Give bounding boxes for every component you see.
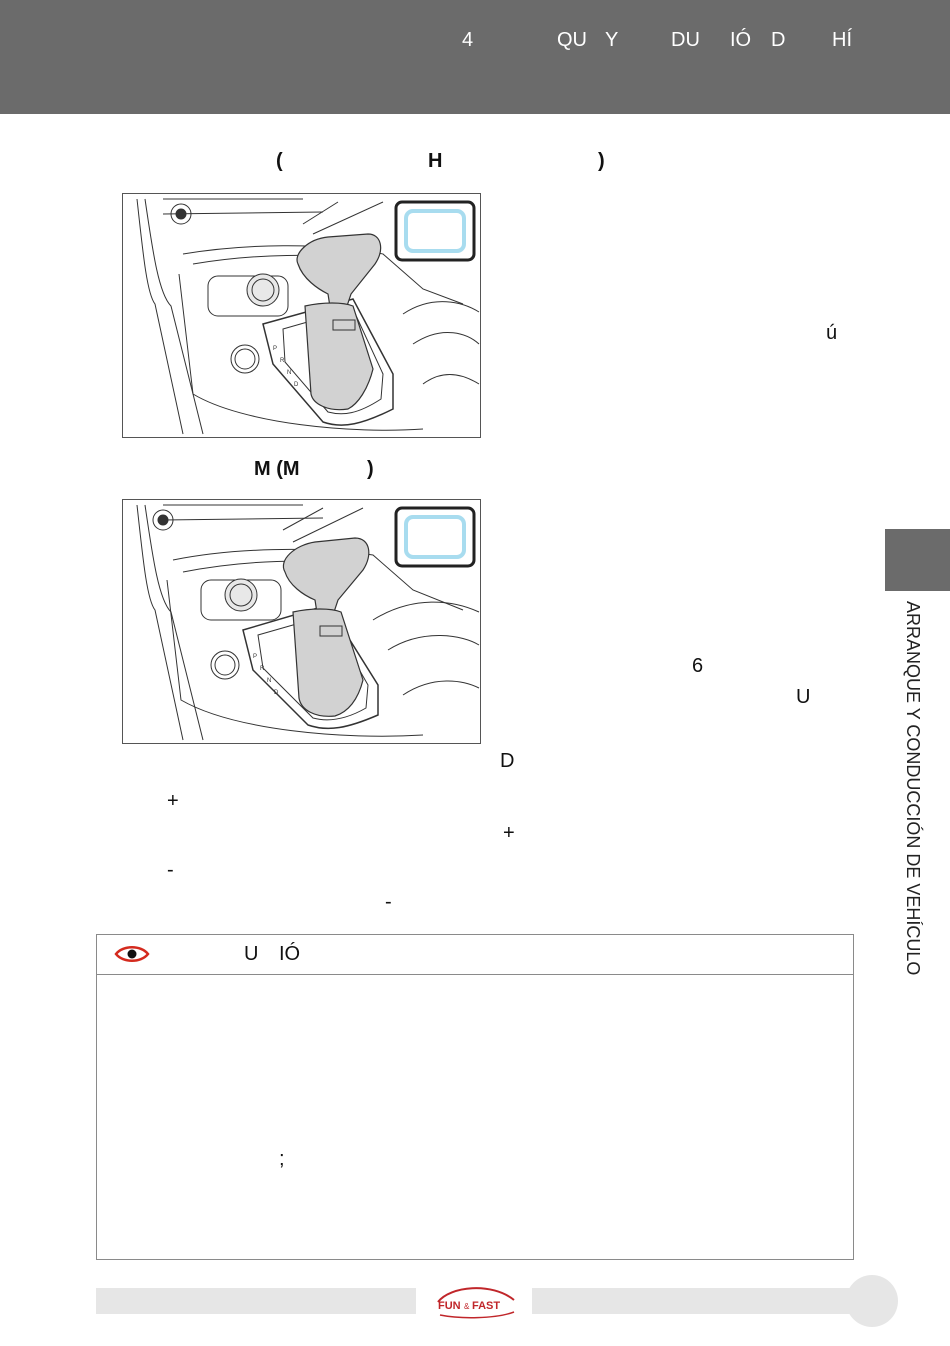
notice-semicolon: ; xyxy=(279,1148,285,1170)
body-fragment-plus: + xyxy=(503,822,515,844)
brand-logo xyxy=(430,1282,522,1320)
notice-divider xyxy=(96,974,854,975)
footer-bar-left xyxy=(96,1288,416,1314)
section2-side-fragment: 6 xyxy=(692,655,704,677)
header-title-part: DU xyxy=(671,29,700,51)
brand-logo-text-right: FAST xyxy=(472,1300,501,1312)
gear-letter: D xyxy=(274,690,279,696)
section1-letter: H xyxy=(428,150,443,172)
chapter-side-label: ARRANQUE Y CONDUCCIÓN DE VEHÍCULO xyxy=(903,601,923,976)
header-title-part: HÍ xyxy=(832,29,852,51)
gear-letter: D xyxy=(294,382,299,388)
brand-logo-ampersand: & xyxy=(464,1302,470,1311)
body-fragment-minus: - xyxy=(167,859,174,881)
page-number-circle xyxy=(846,1275,898,1327)
notice-box xyxy=(96,934,854,1260)
gear-letter: R xyxy=(260,666,265,672)
brand-logo-text-left: FUN xyxy=(438,1300,461,1312)
section2-side-fragment: U xyxy=(796,686,811,708)
chapter-side-tab xyxy=(885,529,950,591)
indicator-highlight xyxy=(406,517,464,557)
gear-letter: N xyxy=(267,678,272,684)
gear-shifter-figure-2 xyxy=(122,499,481,744)
footer-bar-right xyxy=(532,1288,852,1314)
header-title-part: D xyxy=(771,29,786,51)
indicator-highlight xyxy=(406,211,464,251)
gear-shifter-illustration xyxy=(123,194,480,437)
header-title-part: Y xyxy=(605,29,619,51)
section1-open-paren: ( xyxy=(276,150,283,172)
gear-shifter-figure-1 xyxy=(122,193,481,438)
gear-letter: N xyxy=(287,370,292,376)
gear-shifter-illustration xyxy=(123,500,480,743)
gear-letter: R xyxy=(280,358,285,364)
section2-close-paren: ) xyxy=(367,458,374,480)
eye-icon xyxy=(114,943,150,965)
chapter-number: 4 xyxy=(462,29,474,51)
notice-heading-part: IÓ xyxy=(279,943,301,965)
header-title-part: IÓ xyxy=(730,29,752,51)
section1-side-fragment: ú xyxy=(826,322,838,344)
section2-heading: M (M xyxy=(254,458,300,480)
body-fragment-plus: + xyxy=(167,790,179,812)
notice-heading-part: U xyxy=(244,943,259,965)
page-header xyxy=(0,0,950,114)
section1-close-paren: ) xyxy=(598,150,605,172)
header-title-part: QU xyxy=(557,29,587,51)
gear-letter: P xyxy=(253,654,258,660)
body-fragment-d: D xyxy=(500,750,515,772)
body-fragment-minus: - xyxy=(385,891,392,913)
gear-letter: P xyxy=(273,346,278,352)
